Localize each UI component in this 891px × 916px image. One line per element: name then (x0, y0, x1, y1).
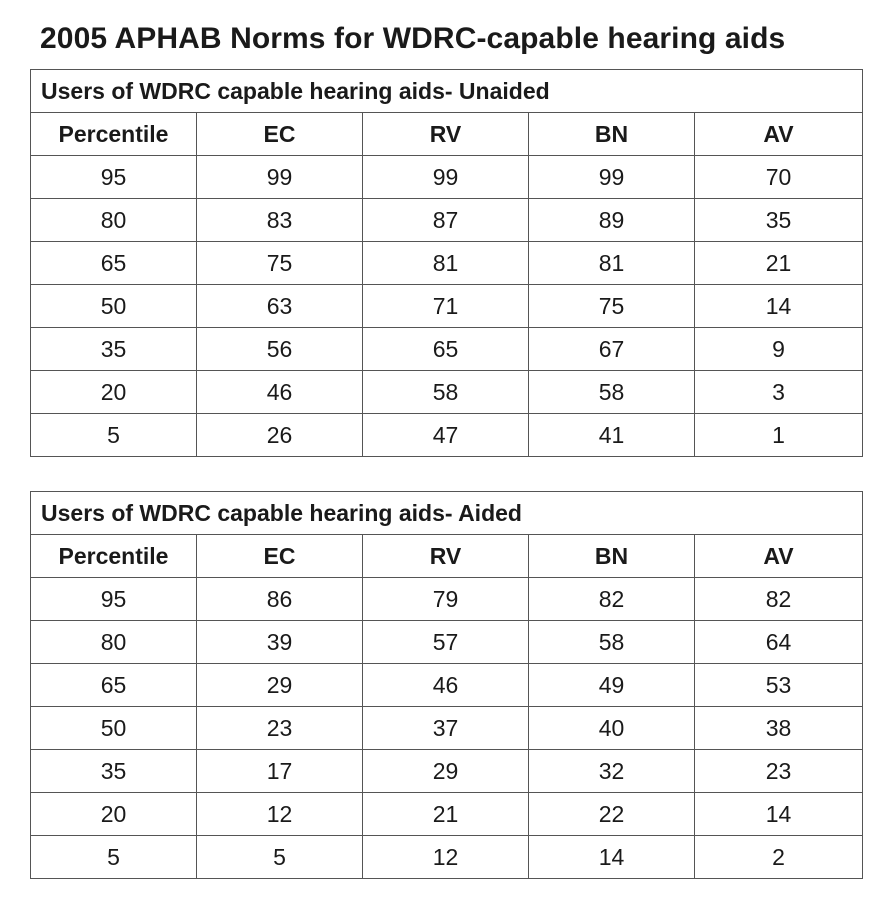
table-cell-ec: 63 (197, 285, 363, 328)
table-cell-bn: 49 (529, 664, 695, 707)
table-cell-bn: 14 (529, 836, 695, 879)
table-cell-rv: 37 (363, 707, 529, 750)
table-cell-bn: 89 (529, 199, 695, 242)
table-cell-bn: 22 (529, 793, 695, 836)
table-cell-bn: 32 (529, 750, 695, 793)
column-header-percentile: Percentile (31, 535, 197, 578)
table-cell-percentile: 50 (31, 285, 197, 328)
table-cell-bn: 82 (529, 578, 695, 621)
column-header-bn: BN (529, 113, 695, 156)
table-cell-av: 1 (695, 414, 863, 457)
table-cell-rv: 99 (363, 156, 529, 199)
table-row (31, 414, 863, 457)
table-cell-av: 64 (695, 621, 863, 664)
table-cell-ec: 86 (197, 578, 363, 621)
table-cell-percentile: 20 (31, 371, 197, 414)
table-row (31, 707, 863, 750)
table-cell-av: 23 (695, 750, 863, 793)
table-cell-ec: 99 (197, 156, 363, 199)
table-row (31, 836, 863, 879)
table-cell-av: 70 (695, 156, 863, 199)
column-header-av: AV (695, 113, 863, 156)
table-cell-ec: 5 (197, 836, 363, 879)
aided-norms-table (30, 491, 863, 879)
table-row (31, 242, 863, 285)
table-row (31, 750, 863, 793)
table-cell-av: 82 (695, 578, 863, 621)
table-cell-percentile: 65 (31, 664, 197, 707)
table-cell-av: 38 (695, 707, 863, 750)
column-header-bn: BN (529, 535, 695, 578)
table-row (31, 199, 863, 242)
table-cell-rv: 71 (363, 285, 529, 328)
table-row (31, 285, 863, 328)
column-header-rv: RV (363, 535, 529, 578)
page-title: 2005 APHAB Norms for WDRC-capable hearing aids (40, 22, 786, 55)
table-cell-rv: 29 (363, 750, 529, 793)
table-cell-bn: 75 (529, 285, 695, 328)
table-cell-bn: 99 (529, 156, 695, 199)
table-cell-percentile: 5 (31, 836, 197, 879)
table-cell-percentile: 35 (31, 750, 197, 793)
table-cell-ec: 75 (197, 242, 363, 285)
table-row (31, 371, 863, 414)
table-caption-row (31, 70, 863, 113)
table-cell-percentile: 80 (31, 199, 197, 242)
table-caption-row (31, 492, 863, 535)
table-cell-av: 3 (695, 371, 863, 414)
column-header-av: AV (695, 535, 863, 578)
table-cell-percentile: 20 (31, 793, 197, 836)
table-cell-av: 53 (695, 664, 863, 707)
table-cell-ec: 83 (197, 199, 363, 242)
column-header-percentile: Percentile (31, 113, 197, 156)
table-cell-ec: 46 (197, 371, 363, 414)
table-cell-percentile: 95 (31, 578, 197, 621)
table-cell-percentile: 65 (31, 242, 197, 285)
table-cell-ec: 29 (197, 664, 363, 707)
table-row (31, 328, 863, 371)
table-row (31, 578, 863, 621)
table-caption: Users of WDRC capable hearing aids- Aided (31, 492, 863, 535)
table-cell-rv: 58 (363, 371, 529, 414)
table-cell-ec: 39 (197, 621, 363, 664)
column-header-rv: RV (363, 113, 529, 156)
table-cell-percentile: 35 (31, 328, 197, 371)
table-cell-ec: 26 (197, 414, 363, 457)
table-cell-percentile: 50 (31, 707, 197, 750)
table-cell-bn: 58 (529, 371, 695, 414)
table-caption: Users of WDRC capable hearing aids- Unaided (31, 70, 863, 113)
table-cell-bn: 40 (529, 707, 695, 750)
table-cell-rv: 65 (363, 328, 529, 371)
table-cell-percentile: 5 (31, 414, 197, 457)
table-cell-rv: 79 (363, 578, 529, 621)
table-cell-bn: 81 (529, 242, 695, 285)
table-cell-bn: 58 (529, 621, 695, 664)
table-row (31, 621, 863, 664)
table-cell-av: 14 (695, 793, 863, 836)
table-row (31, 793, 863, 836)
table-cell-av: 14 (695, 285, 863, 328)
table-cell-rv: 47 (363, 414, 529, 457)
table-cell-av: 21 (695, 242, 863, 285)
table-cell-av: 2 (695, 836, 863, 879)
table-cell-rv: 87 (363, 199, 529, 242)
table-cell-ec: 23 (197, 707, 363, 750)
table-cell-percentile: 80 (31, 621, 197, 664)
table-cell-av: 35 (695, 199, 863, 242)
table-cell-ec: 17 (197, 750, 363, 793)
column-header-ec: EC (197, 113, 363, 156)
column-header-ec: EC (197, 535, 363, 578)
table-cell-bn: 41 (529, 414, 695, 457)
table-cell-ec: 56 (197, 328, 363, 371)
table-cell-rv: 81 (363, 242, 529, 285)
table-cell-bn: 67 (529, 328, 695, 371)
unaided-norms-table (30, 69, 863, 457)
table-cell-rv: 57 (363, 621, 529, 664)
table-row (31, 664, 863, 707)
table-cell-rv: 12 (363, 836, 529, 879)
table-row (31, 156, 863, 199)
table-cell-percentile: 95 (31, 156, 197, 199)
table-cell-av: 9 (695, 328, 863, 371)
table-cell-ec: 12 (197, 793, 363, 836)
table-cell-rv: 46 (363, 664, 529, 707)
table-cell-rv: 21 (363, 793, 529, 836)
column-header-row (31, 535, 863, 578)
column-header-row (31, 113, 863, 156)
